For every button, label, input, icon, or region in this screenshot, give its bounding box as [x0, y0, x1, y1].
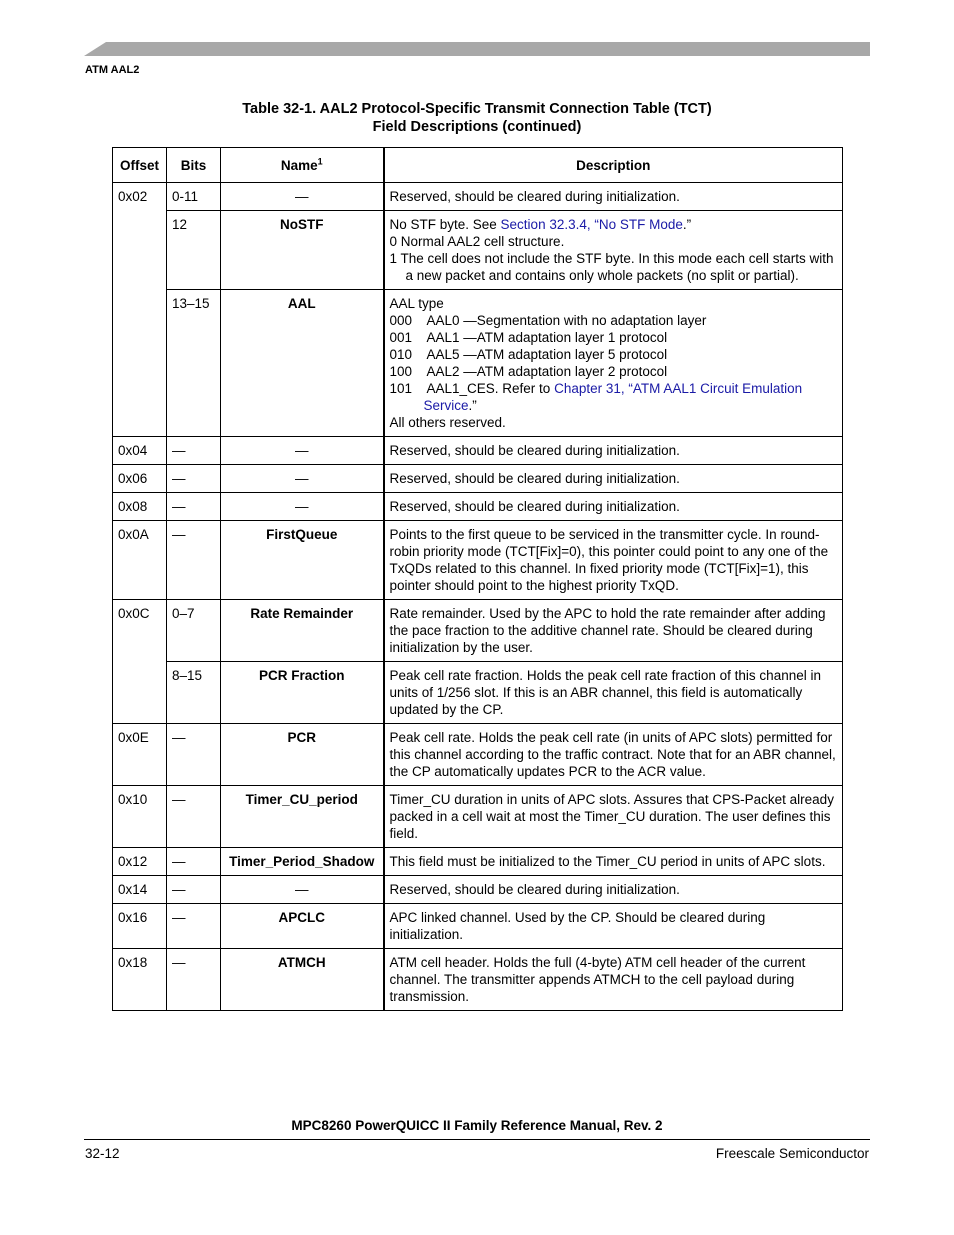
code-value: 100 [389, 364, 413, 379]
name-cell: NoSTF [221, 211, 384, 290]
description-cell: Reserved, should be cleared during initialization. [384, 183, 843, 211]
table-header-row [113, 148, 843, 183]
code-entry [390, 380, 838, 397]
name-cell: PCR Fraction [221, 662, 384, 724]
bits-cell: 8–15 [167, 662, 221, 724]
offset-cell: 0x04 [113, 437, 167, 465]
column-header-offset: Offset [113, 148, 167, 183]
description-cell: Peak cell rate. Holds the peak cell rate (in units of APC slots) permitted for this channel according to the traffic contract. Note that for an ABR channel, the CP automatically updates PCR to the ACR value. [384, 724, 843, 786]
code-text: AAL1 —ATM adaptation layer 1 protocol [426, 330, 668, 345]
table-row [113, 786, 843, 848]
description-cell: Reserved, should be cleared during initialization. [384, 493, 843, 521]
cross-reference-link[interactable]: Section 32.3.4, “No STF Mode [500, 217, 683, 232]
section-tag: ATM AAL2 [85, 64, 140, 76]
offset-cell: 0x18 [113, 949, 167, 1011]
table-row [113, 183, 843, 211]
description-cell: Timer_CU duration in units of APC slots. Assures that CPS-Packet already packed in a cell wait at most the Timer_CU duration. The user defines this field. [384, 786, 843, 848]
name-cell: — [221, 876, 384, 904]
name-cell: — [221, 493, 384, 521]
name-cell: AAL [221, 290, 384, 437]
description-cell: Points to the first queue to be serviced in the transmitter cycle. In round-robin priority mode (TCT[Fix]=0), this pointer could point to any one of the TxQDs related to this channel. In fixed priority mode (TCT[Fix]=1), this pointer should point to the highest priority TxQD. [384, 521, 843, 600]
description-cell [384, 290, 843, 437]
footnote-marker: 1 [317, 156, 323, 166]
table-row [113, 662, 843, 724]
table-row [113, 876, 843, 904]
table-row [113, 493, 843, 521]
cross-reference-link[interactable]: Service [423, 398, 469, 413]
cross-reference-link[interactable]: Chapter 31, “ATM AAL1 Circuit Emulation [554, 381, 803, 396]
code-text: .” [468, 398, 477, 413]
bits-cell: — [167, 904, 221, 949]
manual-title: MPC8260 PowerQUICC II Family Reference Manual, Rev. 2 [291, 1118, 663, 1133]
column-header-name-label: Name [280, 157, 318, 173]
name-cell: Rate Remainder [221, 600, 384, 662]
name-cell: ATMCH [221, 949, 384, 1011]
code-text: AAL2 —ATM adaptation layer 2 protocol [426, 364, 668, 379]
description-cell: This field must be initialized to the Timer_CU period in units of APC slots. [384, 848, 843, 876]
offset-cell: 0x16 [113, 904, 167, 949]
column-header-name [221, 148, 384, 183]
offset-cell: 0x06 [113, 465, 167, 493]
tct-field-table [112, 147, 843, 1011]
code-text: AAL0 —Segmentation with no adaptation layer [426, 313, 707, 328]
description-line [390, 216, 838, 233]
description-line: AAL type [389, 296, 444, 311]
code-value: 010 [389, 347, 413, 362]
description-line: 0 Normal AAL2 cell structure. [389, 234, 565, 249]
bits-cell: — [167, 949, 221, 1011]
offset-cell: 0x12 [113, 848, 167, 876]
offset-cell: 0x0E [113, 724, 167, 786]
page-number: 32-12 [85, 1146, 120, 1161]
company-name: Freescale Semiconductor [715, 1146, 869, 1161]
description-cell: APC linked channel. Used by the CP. Should be cleared during initialization. [384, 904, 843, 949]
table-row [113, 848, 843, 876]
table-row [113, 290, 843, 437]
column-header-bits: Bits [167, 148, 221, 183]
name-cell: PCR [221, 724, 384, 786]
name-cell: — [221, 465, 384, 493]
name-cell: Timer_CU_period [221, 786, 384, 848]
table-row [113, 211, 843, 290]
name-cell: FirstQueue [221, 521, 384, 600]
table-title [0, 100, 954, 136]
description-line: 1 The cell does not include the STF byte. In this mode each cell starts with a new packet and contains only whole packets (no split or partial). [389, 251, 834, 283]
offset-cell: 0x0C [113, 600, 167, 724]
code-text: AAL5 —ATM adaptation layer 5 protocol [426, 347, 668, 362]
offset-cell: 0x10 [113, 786, 167, 848]
bits-cell: — [167, 724, 221, 786]
bits-cell: 0-11 [167, 183, 221, 211]
name-cell: — [221, 183, 384, 211]
column-header-description: Description [384, 148, 843, 183]
bits-cell: — [167, 848, 221, 876]
code-value: 101 [389, 381, 413, 396]
name-cell: APCLC [221, 904, 384, 949]
footer-divider [84, 1139, 870, 1140]
description-text: .” [682, 217, 692, 232]
table-row [113, 904, 843, 949]
code-entry [390, 312, 838, 329]
description-text: No STF byte. See [389, 217, 501, 232]
description-cell: ATM cell header. Holds the full (4-byte) ATM cell header of the current channel. The transmitter appends ATMCH to the cell payload during transmission. [384, 949, 843, 1011]
bits-cell: 12 [167, 211, 221, 290]
description-cell: Peak cell rate fraction. Holds the peak cell rate fraction of this channel in units of 1/256 slot. If this is an ABR channel, this field is automatically updated by the CP. [384, 662, 843, 724]
table-row [113, 949, 843, 1011]
description-cell: Rate remainder. Used by the APC to hold the rate remainder after adding the pace fraction to the additive channel rate. Should be cleared during initialization by the user. [384, 600, 843, 662]
description-cell: Reserved, should be cleared during initialization. [384, 876, 843, 904]
bits-cell: — [167, 521, 221, 600]
name-cell: — [221, 437, 384, 465]
bits-cell: — [167, 876, 221, 904]
code-entry-continuation [390, 397, 838, 414]
description-line: All others reserved. [389, 415, 506, 430]
code-value: 001 [389, 330, 413, 345]
code-entry [390, 363, 838, 380]
bits-cell: — [167, 465, 221, 493]
table-row [113, 724, 843, 786]
code-entry [390, 329, 838, 346]
description-cell: Reserved, should be cleared during initialization. [384, 465, 843, 493]
offset-cell: 0x0A [113, 521, 167, 600]
table-title-line1: Table 32-1. AAL2 Protocol-Specific Transmit Connection Table (TCT) [242, 101, 712, 117]
table-row [113, 465, 843, 493]
table-row [113, 600, 843, 662]
name-cell: Timer_Period_Shadow [221, 848, 384, 876]
offset-cell: 0x08 [113, 493, 167, 521]
bits-cell: — [167, 493, 221, 521]
code-text: AAL1_CES. Refer to [426, 381, 555, 396]
bits-cell: 0–7 [167, 600, 221, 662]
bits-cell: — [167, 786, 221, 848]
description-cell [384, 211, 843, 290]
offset-cell: 0x14 [113, 876, 167, 904]
table-row [113, 521, 843, 600]
description-cell: Reserved, should be cleared during initialization. [384, 437, 843, 465]
table-title-line2: Field Descriptions (continued) [372, 119, 582, 135]
offset-cell: 0x02 [113, 183, 167, 437]
table-row [113, 437, 843, 465]
bits-cell: 13–15 [167, 290, 221, 437]
code-entry [390, 346, 838, 363]
code-value: 000 [389, 313, 413, 328]
bits-cell: — [167, 437, 221, 465]
header-bar [84, 42, 870, 56]
